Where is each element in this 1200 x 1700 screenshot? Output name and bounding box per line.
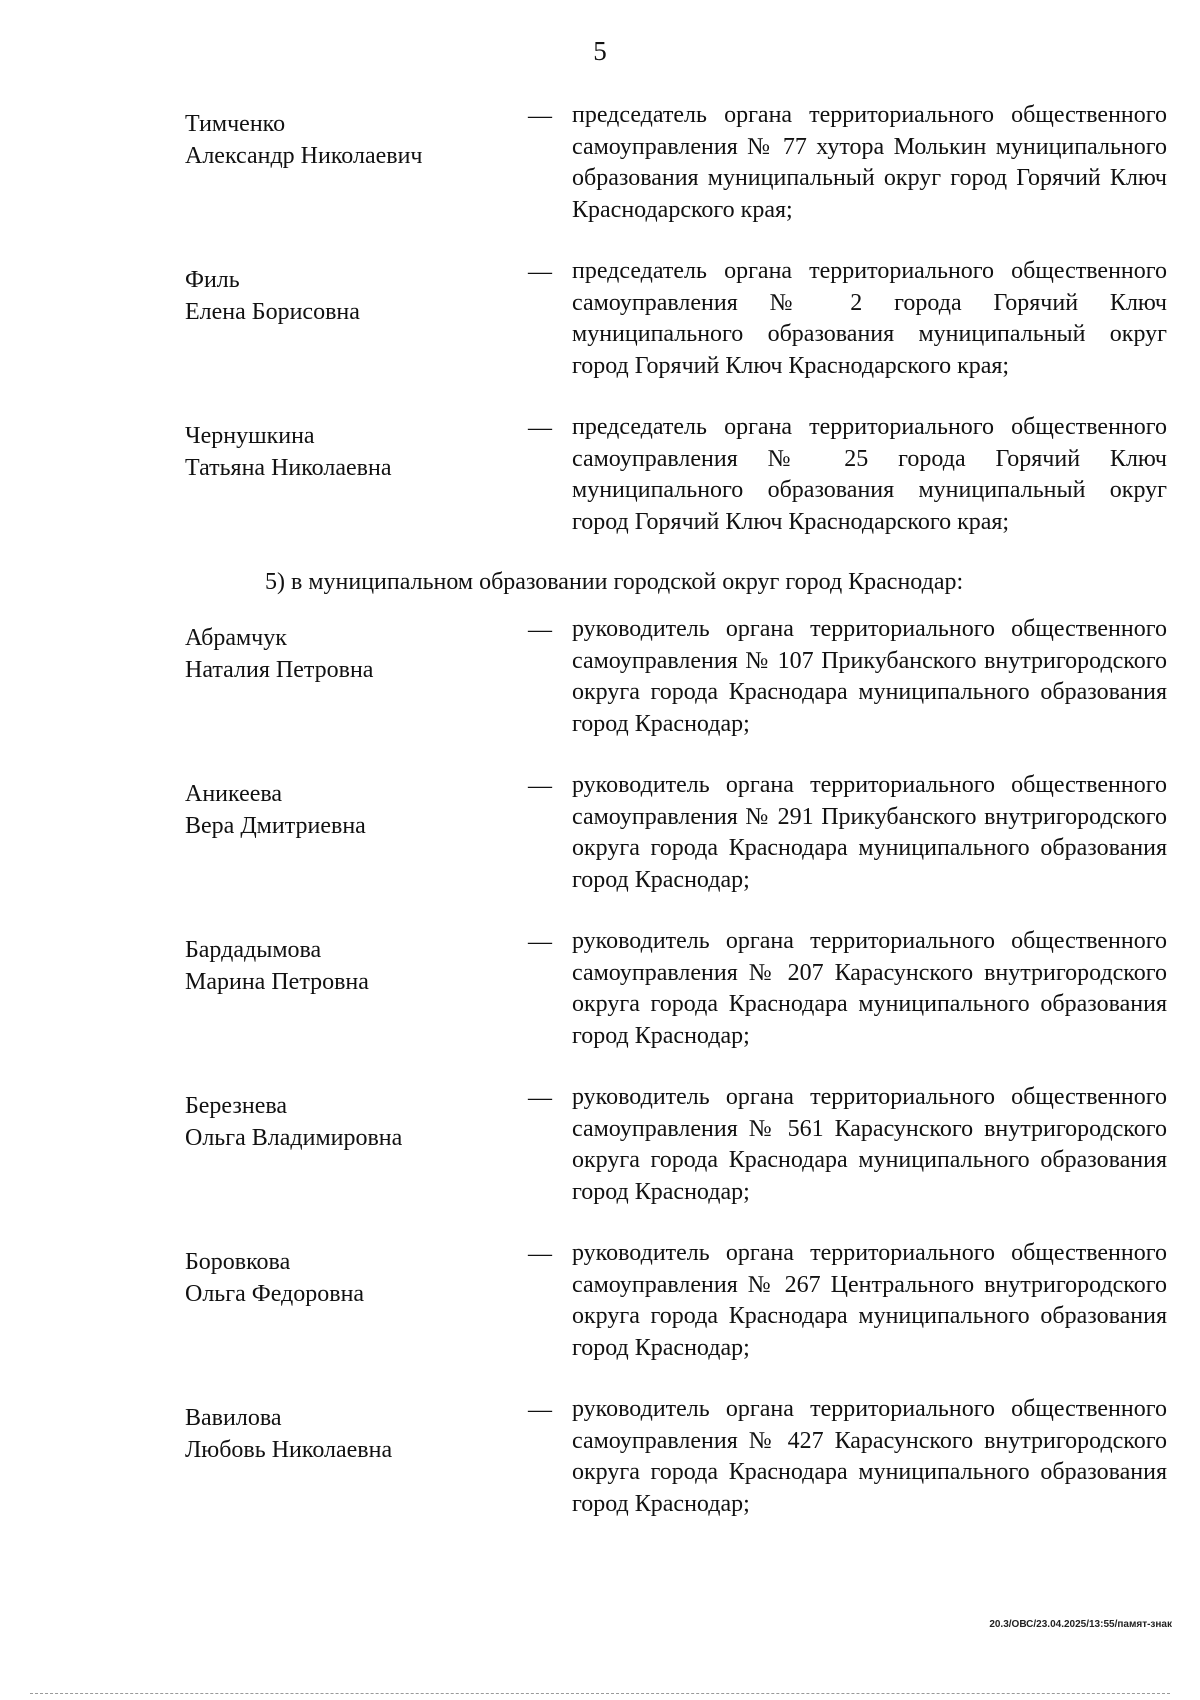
dash-separator: — [528,415,552,441]
dash-separator: — [528,773,552,799]
person-name [185,1402,485,1466]
person-surname: Вавилова [185,1405,282,1431]
person-name [185,420,485,484]
position-description: руководитель органа территориального общественного самоуправления № 291 Прикубанского внутригородского округа города Краснодара муниципального образования город Краснодар; [572,772,1167,893]
person-name [185,778,485,842]
dash-separator: — [528,929,552,955]
person-given-name: Наталия Петровна [185,657,374,683]
position-description: руководитель органа территориального общественного самоуправления № 107 Прикубанского внутригородского округа города Краснодара муниципального образования город Краснодар; [572,616,1167,737]
position-description: председатель органа территориального общественного самоуправления № 2 города Горячий Ключ муниципального образования муниципальный округ город Горячий Ключ Краснодарского края; [572,258,1167,379]
position-description: председатель органа территориального общественного самоуправления № 25 города Горячий Ключ муниципального образования муниципальный округ город Горячий Ключ Краснодарского края; [572,414,1167,535]
dash-separator: — [528,259,552,285]
dash-separator: — [528,103,552,129]
person-given-name: Ольга Владимировна [185,1125,403,1151]
bottom-divider [30,1693,1170,1694]
person-surname: Березнева [185,1093,288,1119]
person-given-name: Любовь Николаевна [185,1437,393,1463]
person-surname: Филь [185,267,240,293]
position-description: председатель органа территориального общественного самоуправления № 77 хутора Молькин муниципального образования муниципальный округ город Горячий Ключ Краснодарского края; [572,102,1167,223]
person-given-name: Вера Дмитриевна [185,813,366,839]
person-surname: Чернушкина [185,423,315,449]
person-name [185,108,485,172]
person-surname: Бардадымова [185,937,322,963]
person-surname: Абрамчук [185,625,287,651]
person-surname: Боровкова [185,1249,291,1275]
position-description: руководитель органа территориального общественного самоуправления № 427 Карасунского внутригородского округа города Краснодара муниципального образования город Краснодар; [572,1396,1167,1517]
person-name [185,1090,485,1154]
person-name [185,264,485,328]
position-description: руководитель органа территориального общественного самоуправления № 267 Центрального внутригородского округа города Краснодара муниципального образования город Краснодар; [572,1240,1167,1361]
person-given-name: Татьяна Николаевна [185,455,392,481]
person-given-name: Ольга Федоровна [185,1281,365,1307]
footer-stamp: 20.3/ОВС/23.04.2025/13:55/памят-знак [989,1619,1172,1630]
dash-separator: — [528,1241,552,1267]
dash-separator: — [528,1085,552,1111]
person-surname: Аникеева [185,781,283,807]
dash-separator: — [528,1397,552,1423]
section-heading: 5) в муниципальном образовании городской округ город Краснодар: [265,569,964,595]
person-given-name: Александр Николаевич [185,143,423,169]
person-name [185,622,485,686]
person-given-name: Елена Борисовна [185,299,360,325]
person-given-name: Марина Петровна [185,969,369,995]
person-name [185,934,485,998]
position-description: руководитель органа территориального общественного самоуправления № 561 Карасунского внутригородского округа города Краснодара муниципального образования город Краснодар; [572,1084,1167,1205]
position-description: руководитель органа территориального общественного самоуправления № 207 Карасунского внутригородского округа города Краснодара муниципального образования город Краснодар; [572,928,1167,1049]
person-name [185,1246,485,1310]
person-surname: Тимченко [185,111,286,137]
dash-separator: — [528,617,552,643]
page-number: 5 [593,36,607,66]
